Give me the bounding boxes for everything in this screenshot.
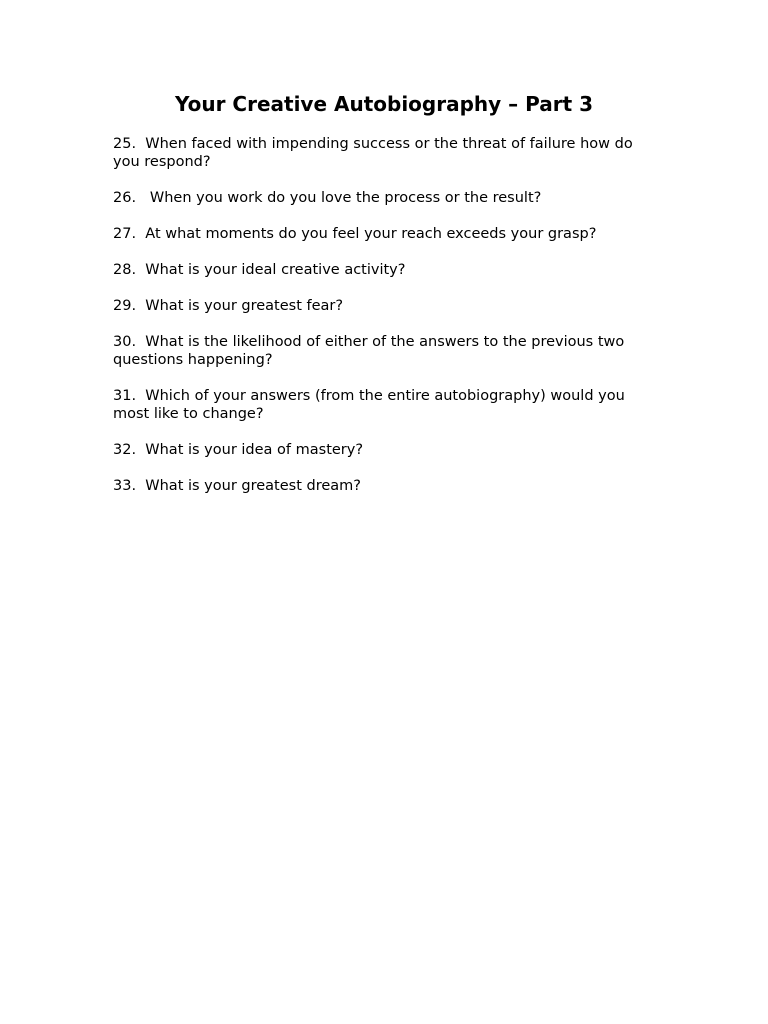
question-32: 32. What is your idea of mastery? bbox=[113, 442, 364, 458]
question-31: 31. Which of your answers (from the entire autobiography) would you most like to change? bbox=[113, 388, 630, 422]
question-30: 30. What is the likelihood of either of the answers to the previous two questions happening? bbox=[113, 334, 629, 368]
page-title: Your Creative Autobiography – Part 3 bbox=[174, 92, 594, 116]
question-list bbox=[113, 135, 663, 513]
question-27: 27. At what moments do you feel your reach exceeds your grasp? bbox=[113, 226, 597, 242]
question-29: 29. What is your greatest fear? bbox=[113, 298, 344, 314]
question-28: 28. What is your ideal creative activity? bbox=[113, 262, 406, 278]
question-26: 26. When you work do you love the process or the result? bbox=[113, 190, 542, 206]
question-33: 33. What is your greatest dream? bbox=[113, 478, 361, 494]
question-25: 25. When faced with impending success or the threat of failure how do you respond? bbox=[113, 136, 638, 170]
